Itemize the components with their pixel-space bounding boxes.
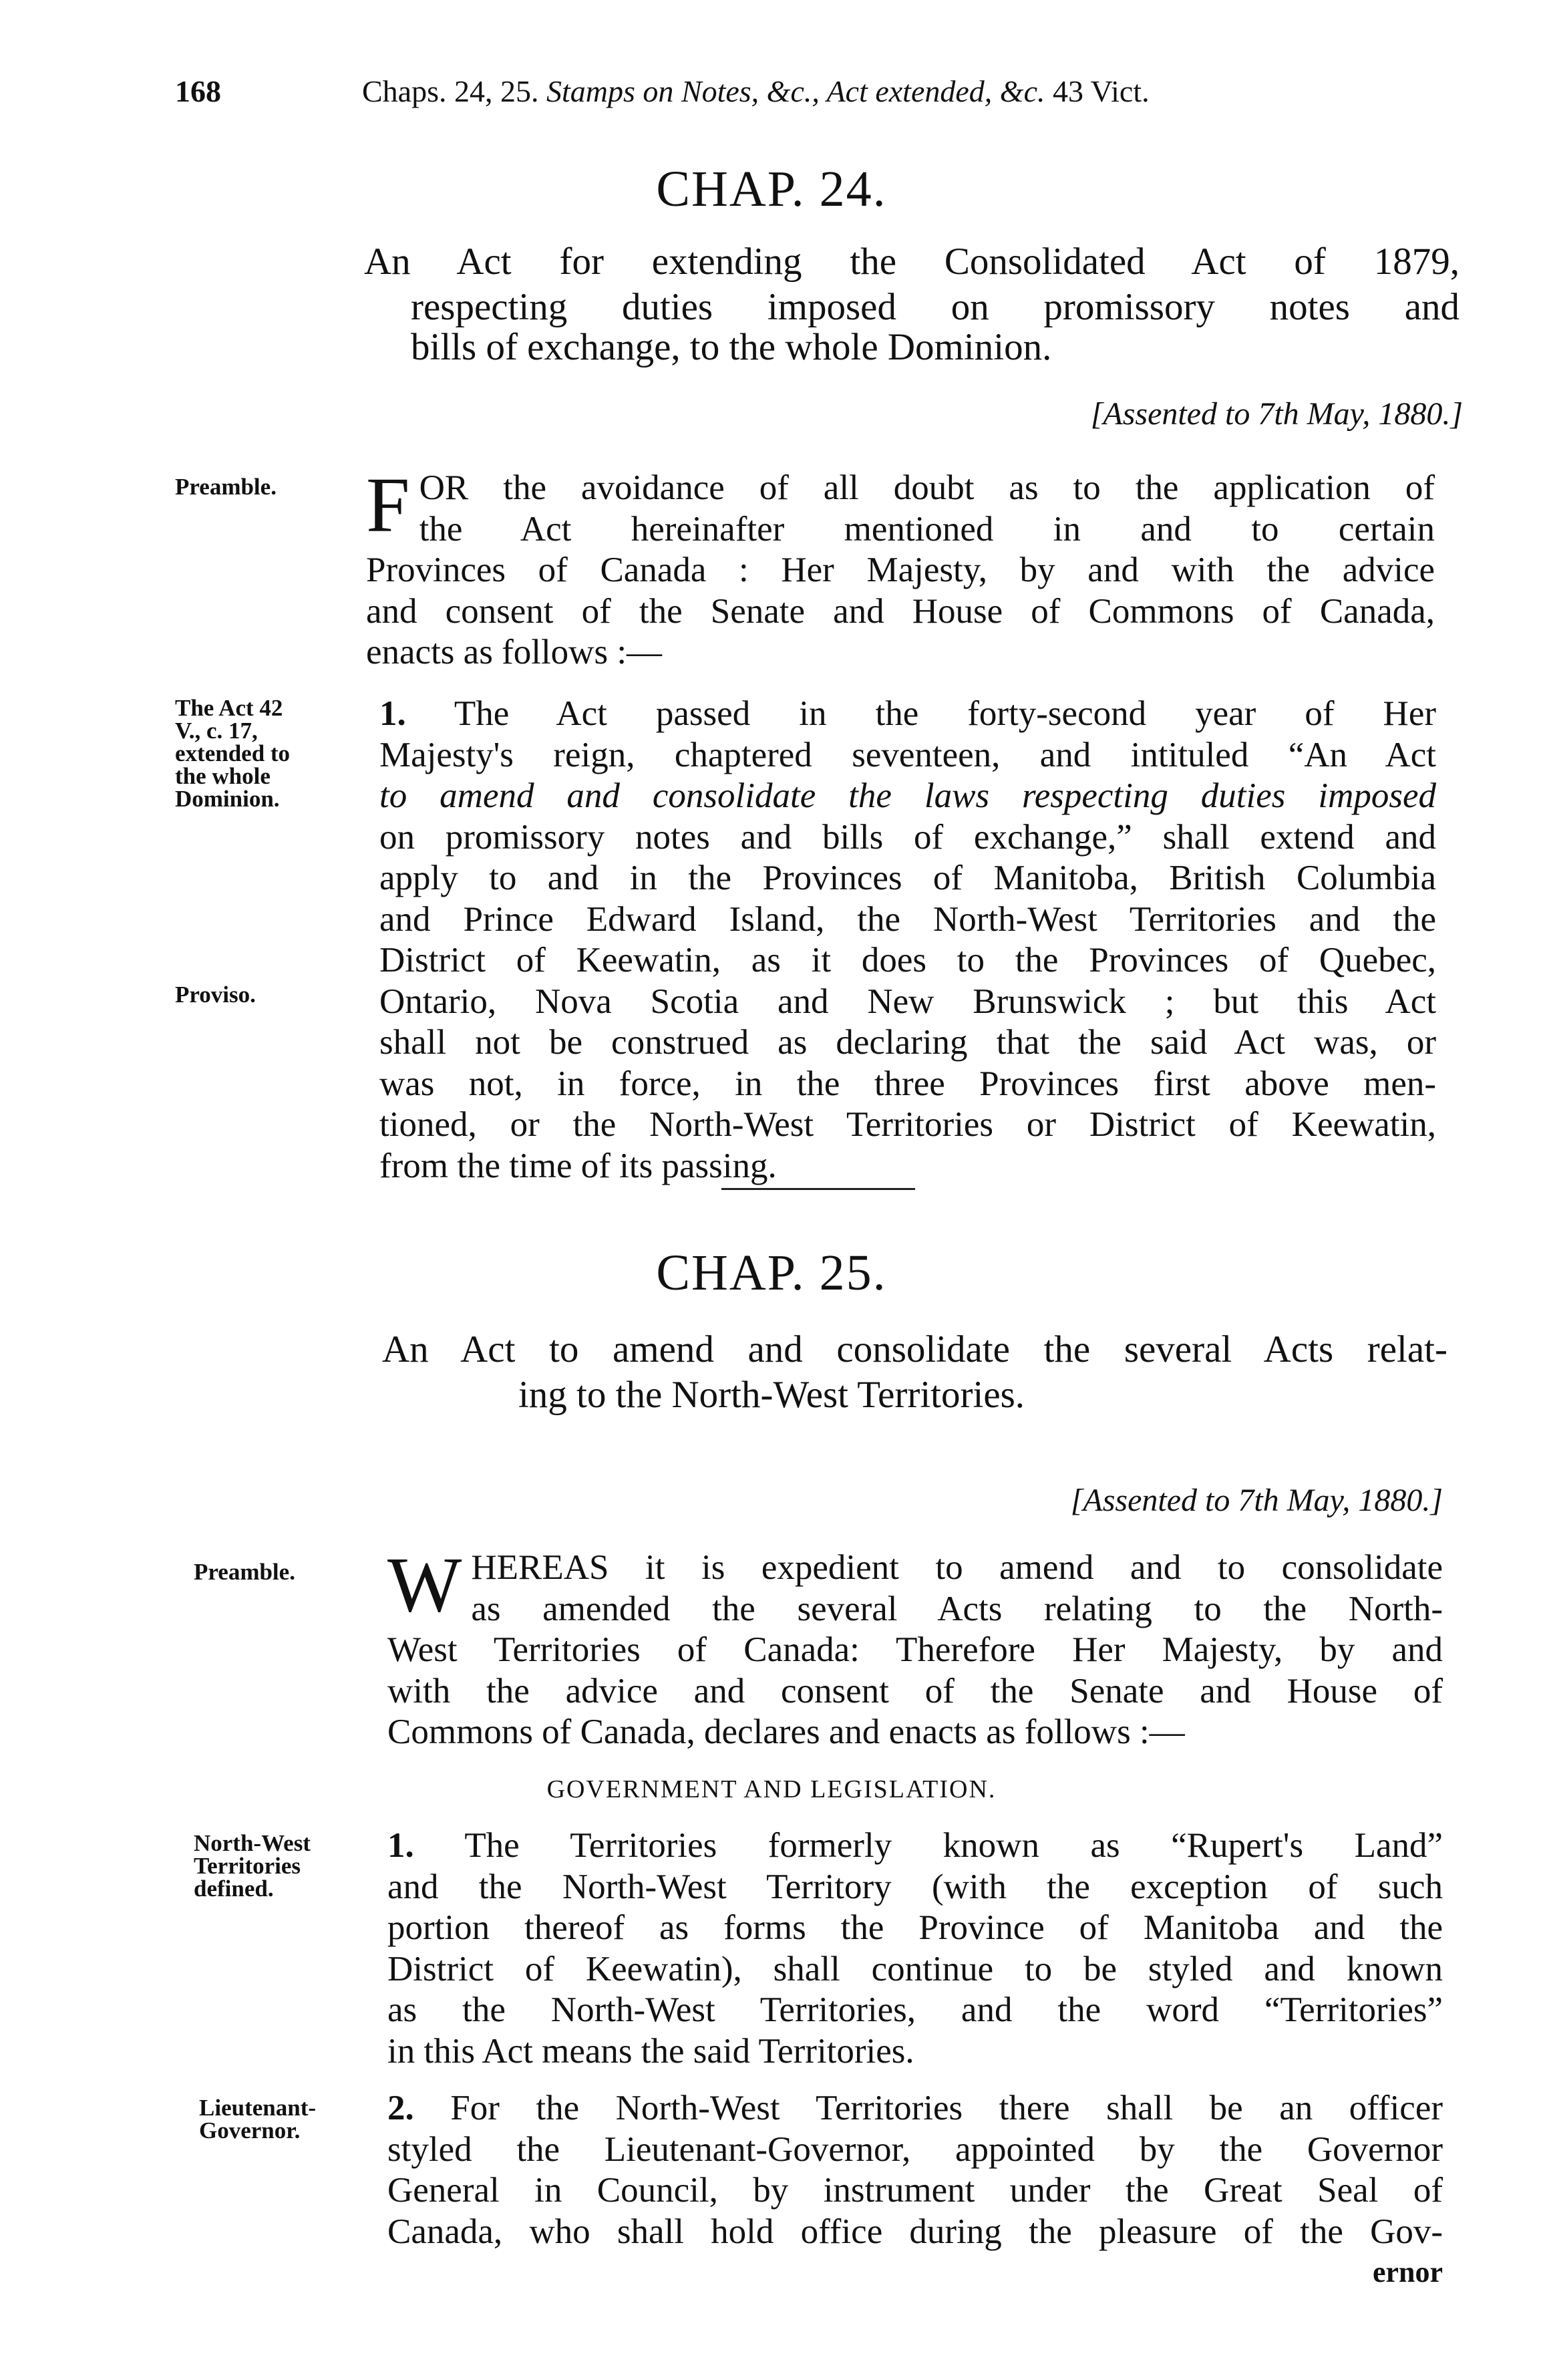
chapter-24-title [364,242,1460,282]
running-title-chapters: Chaps. 24, 25. [362,74,539,108]
section-line: portion thereof as forms the Province of Manitoba and the [387,1908,1443,1947]
section-line: General in Council, by instrument under the Great Seal of [387,2171,1443,2210]
section-line: tioned, or the North-West Territories or District of Keewatin, [379,1105,1436,1144]
preamble-line: and consent of the Senate and House of Commons of Canada, [366,591,1435,631]
preamble-line: Commons of Canada, declares and enacts as follows :— [387,1713,1185,1751]
margin-note-preamble: Preamble. [175,474,277,500]
chapter-24-title-cont [411,287,1460,367]
section-text: For the North-West Territories there shall be an officer [450,2089,1443,2127]
dropcap-letter: F [366,461,410,549]
section-line: and the North-West Territory (with the exception of such [387,1867,1443,1906]
section-number: 1. [379,694,406,733]
margin-note-line: North-West [194,1830,311,1856]
running-header [175,73,1444,120]
section-line: Ontario, Nova Scotia and New Brunswick ; but this Act [379,982,1436,1021]
chapter-25-heading: CHAP. 25. [656,1245,887,1301]
margin-note-line: V., c. 17, [175,718,258,744]
margin-note-line: Lieutenant- [199,2095,316,2121]
chapter-24-title-line: bills of exchange, to the whole Dominion. [411,326,1052,368]
chapter-24-title-line: An Act for extending the Consolidated Act of 1879, [364,241,1460,283]
running-title [362,73,1150,109]
margin-note-line: The Act 42 [175,695,283,721]
section-line: apply to and in the Provinces of Manitoba, British Columbia [379,859,1436,897]
section-line: in this Act means the said Territories. [387,2031,914,2071]
section-line: to amend and consolidate the laws respecting duties imposed [379,776,1436,815]
chapter-25-preamble [387,1541,1443,1753]
margin-note-line: the whole [175,763,271,789]
preamble-line: HEREAS it is expedient to amend and to consolidate [471,1548,1443,1587]
dropcap-letter: W [387,1541,462,1628]
section-line: styled the Lieutenant-Governor, appointed by the Governor [387,2129,1443,2169]
section-text: The Act passed in the forty-second year of Her [454,694,1436,733]
preamble-line: as amended the several Acts relating to the North- [471,1589,1443,1628]
section-line: on promissory notes and bills of exchange,” shall extend and [379,817,1436,857]
preamble-line: with the advice and consent of the Senate and House of [387,1671,1443,1710]
chapter-25-section-1 [387,1825,1443,2072]
section-line: as the North-West Territories, and the word “Territories” [387,1990,1443,2029]
margin-note-preamble: Preamble. [194,1559,295,1585]
chapter-24-assent: [Assented to 7th May, 1880.] [1090,396,1463,432]
chapter-25-title-line: An Act to amend and consolidate the several Acts relat- [382,1328,1447,1370]
section-line [387,1825,1443,1867]
chapter-25-assent: [Assented to 7th May, 1880.] [1070,1483,1443,1518]
chapter-24-heading: CHAP. 24. [656,161,887,217]
running-title-subject: Stamps on Notes, &c., Act extended, &c. [546,74,1045,108]
chapter-25-title-cont: ing to the North-West Territories. [518,1374,1025,1416]
chapter-24-section-1 [379,694,1436,1187]
section-line: was not, in force, in the three Provinces first above men- [379,1064,1436,1103]
chapter-25-section-2 [387,2088,1443,2252]
section-line: Majesty's reign, chaptered seventeen, and intituled “An Act [379,735,1436,774]
margin-note-line: Governor. [199,2117,301,2143]
catchword: ernor [1372,2256,1443,2288]
margin-note-act-extended [175,697,329,810]
margin-note-proviso: Proviso. [175,982,256,1008]
section-line: shall not be construed as declaring that the said Act was, or [379,1023,1436,1062]
section-heading: GOVERNMENT AND LEGISLATION. [546,1775,997,1803]
section-line: District of Keewatin), shall continue to be styled and known [387,1949,1443,1988]
chapter-24-preamble [366,461,1435,674]
section-line [379,694,1436,735]
margin-note-line: extended to [175,740,291,766]
section-number: 2. [387,2089,414,2127]
chapter-25-title [382,1330,1447,1370]
preamble-line: enacts as follows :— [366,633,663,672]
section-number: 1. [387,1826,414,1865]
chapter-24-title-line: respecting duties imposed on promissory notes and [411,286,1460,328]
margin-note-line: defined. [194,1876,274,1902]
page-number: 168 [175,74,221,108]
section-line: Canada, who shall hold office during the pleasure of the Gov- [387,2212,1443,2251]
section-text: The Territories formerly known as “Rupert's Land” [464,1826,1443,1865]
section-line: from the time of its passing. [379,1146,777,1185]
margin-note-territories-defined [194,1832,354,1900]
margin-note-line: Territories [194,1853,301,1879]
chapter-divider-rule [721,1188,915,1190]
preamble-line: OR the avoidance of all doubt as to the application of [419,468,1435,507]
preamble-line: West Territories of Canada: Therefore Her Majesty, by and [387,1630,1443,1669]
preamble-line: Provinces of Canada : Her Majesty, by and with the advice [366,551,1435,589]
margin-note-line: Dominion. [175,786,280,812]
section-line: District of Keewatin, as it does to the Provinces of Quebec, [379,941,1436,980]
preamble-line: the Act hereinafter mentioned in and to certain [419,509,1435,549]
running-title-regnal: 43 Vict. [1053,74,1150,108]
margin-note-lieutenant-governor [199,2097,359,2142]
section-line [387,2088,1443,2129]
section-line: and Prince Edward Island, the North-West Territories and the [379,899,1436,939]
